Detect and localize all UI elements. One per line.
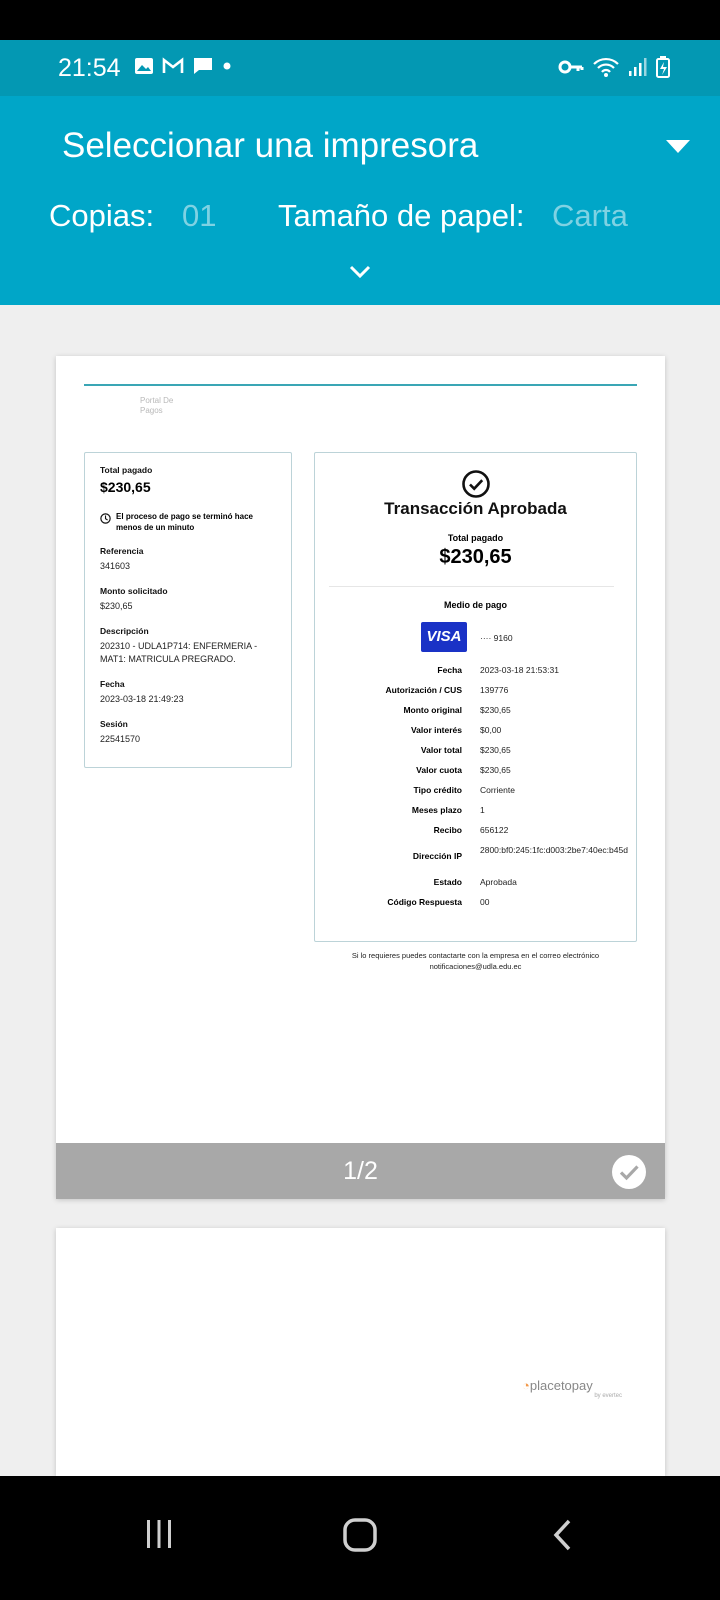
date-label: Fecha [100, 679, 125, 689]
visa-logo: VISA [421, 622, 467, 652]
status-bar [0, 40, 720, 96]
transaction-total-value: $230,65 [439, 546, 512, 568]
requested-amount-label: Monto solicitado [100, 586, 168, 596]
date-value: 2023-03-18 21:49:23 [100, 694, 184, 704]
total-value: $230,65 [100, 479, 151, 495]
reference-label: Referencia [100, 546, 144, 556]
paper-size-label: Tamaño de papel: [278, 198, 525, 233]
placetopay-logo: ◔placetopay by evertec [522, 1378, 622, 1399]
image-icon [134, 56, 154, 76]
page-indicator: 1/2 [343, 1157, 378, 1185]
copies-value[interactable]: 01 [182, 198, 217, 233]
divider [329, 586, 614, 587]
paper-size-value[interactable]: Carta [552, 198, 628, 233]
header-divider [84, 384, 637, 386]
preview-page-2[interactable] [56, 1228, 665, 1476]
session-value: 22541570 [100, 734, 141, 744]
battery-icon [656, 56, 670, 78]
top-black-strip [0, 0, 720, 40]
gmail-icon [162, 57, 184, 75]
wifi-icon [592, 56, 620, 78]
transaction-total-label: Total pagado [447, 533, 504, 543]
recent-apps-icon[interactable] [144, 1518, 174, 1550]
contact-note-text: Si lo requieres puedes contactarte con la empresa en el correo electrónico [351, 951, 600, 960]
page-selected-check-icon[interactable] [611, 1154, 647, 1190]
transaction-title: Transacción Aprobada [384, 499, 567, 518]
dot-icon [222, 61, 232, 71]
summary-card [84, 452, 292, 768]
check-circle-icon [461, 469, 491, 499]
process-note: El proceso de pago se terminó hace menos de un minuto [116, 512, 253, 532]
card-last4: ···· 9160 [480, 633, 513, 643]
contact-note [314, 950, 637, 972]
total-label: Total pagado [100, 465, 153, 475]
printer-selector[interactable]: Seleccionar una impresora [62, 126, 479, 165]
copies-label: Copias: [49, 198, 155, 233]
page-footer-bar [56, 1143, 665, 1199]
session-label: Sesión [100, 719, 128, 729]
preview-page-1[interactable] [56, 356, 665, 1199]
signal-icon [628, 57, 648, 77]
payment-method-label: Medio de pago [444, 600, 507, 610]
navigation-bar [0, 1476, 720, 1600]
message-icon [192, 56, 214, 76]
status-time: 21:54 [58, 54, 121, 82]
key-icon [558, 59, 584, 75]
clock-icon [100, 511, 111, 526]
reference-value: 341603 [100, 561, 131, 571]
description-value: 202310 - UDLA1P714: ENFERMERIA - MAT1: MATRICULA PREGRADO. [100, 641, 258, 664]
print-header [0, 96, 720, 305]
printer-dropdown-icon[interactable] [666, 140, 690, 153]
chevron-down-icon[interactable] [348, 264, 372, 280]
portal-logo: Portal De Pagos [140, 396, 174, 415]
contact-email: notificaciones@udla.edu.ec [429, 962, 522, 971]
transaction-card: Transacción Aprobada Total pagado $230,65 Medio de pago VISA ···· 9160 Fecha 2023-03-18 21:53:31 Autorización / CUS 139776 Monto original $230,65 Valor interés $0,00 Valor total $230,65 Valor cuota $230,65 Tipo crédito Corriente Meses plazo 1 Recibo 656122 Dirección IP 2800:bf0:245:1fc:d003:2be7:40ec:b45d Estado Aprobada Código Respuesta 00 [314, 452, 637, 942]
home-icon[interactable] [343, 1518, 377, 1552]
requested-amount-value: $230,65 [100, 601, 133, 611]
description-label: Descripción [100, 626, 149, 636]
back-icon[interactable] [552, 1518, 572, 1552]
